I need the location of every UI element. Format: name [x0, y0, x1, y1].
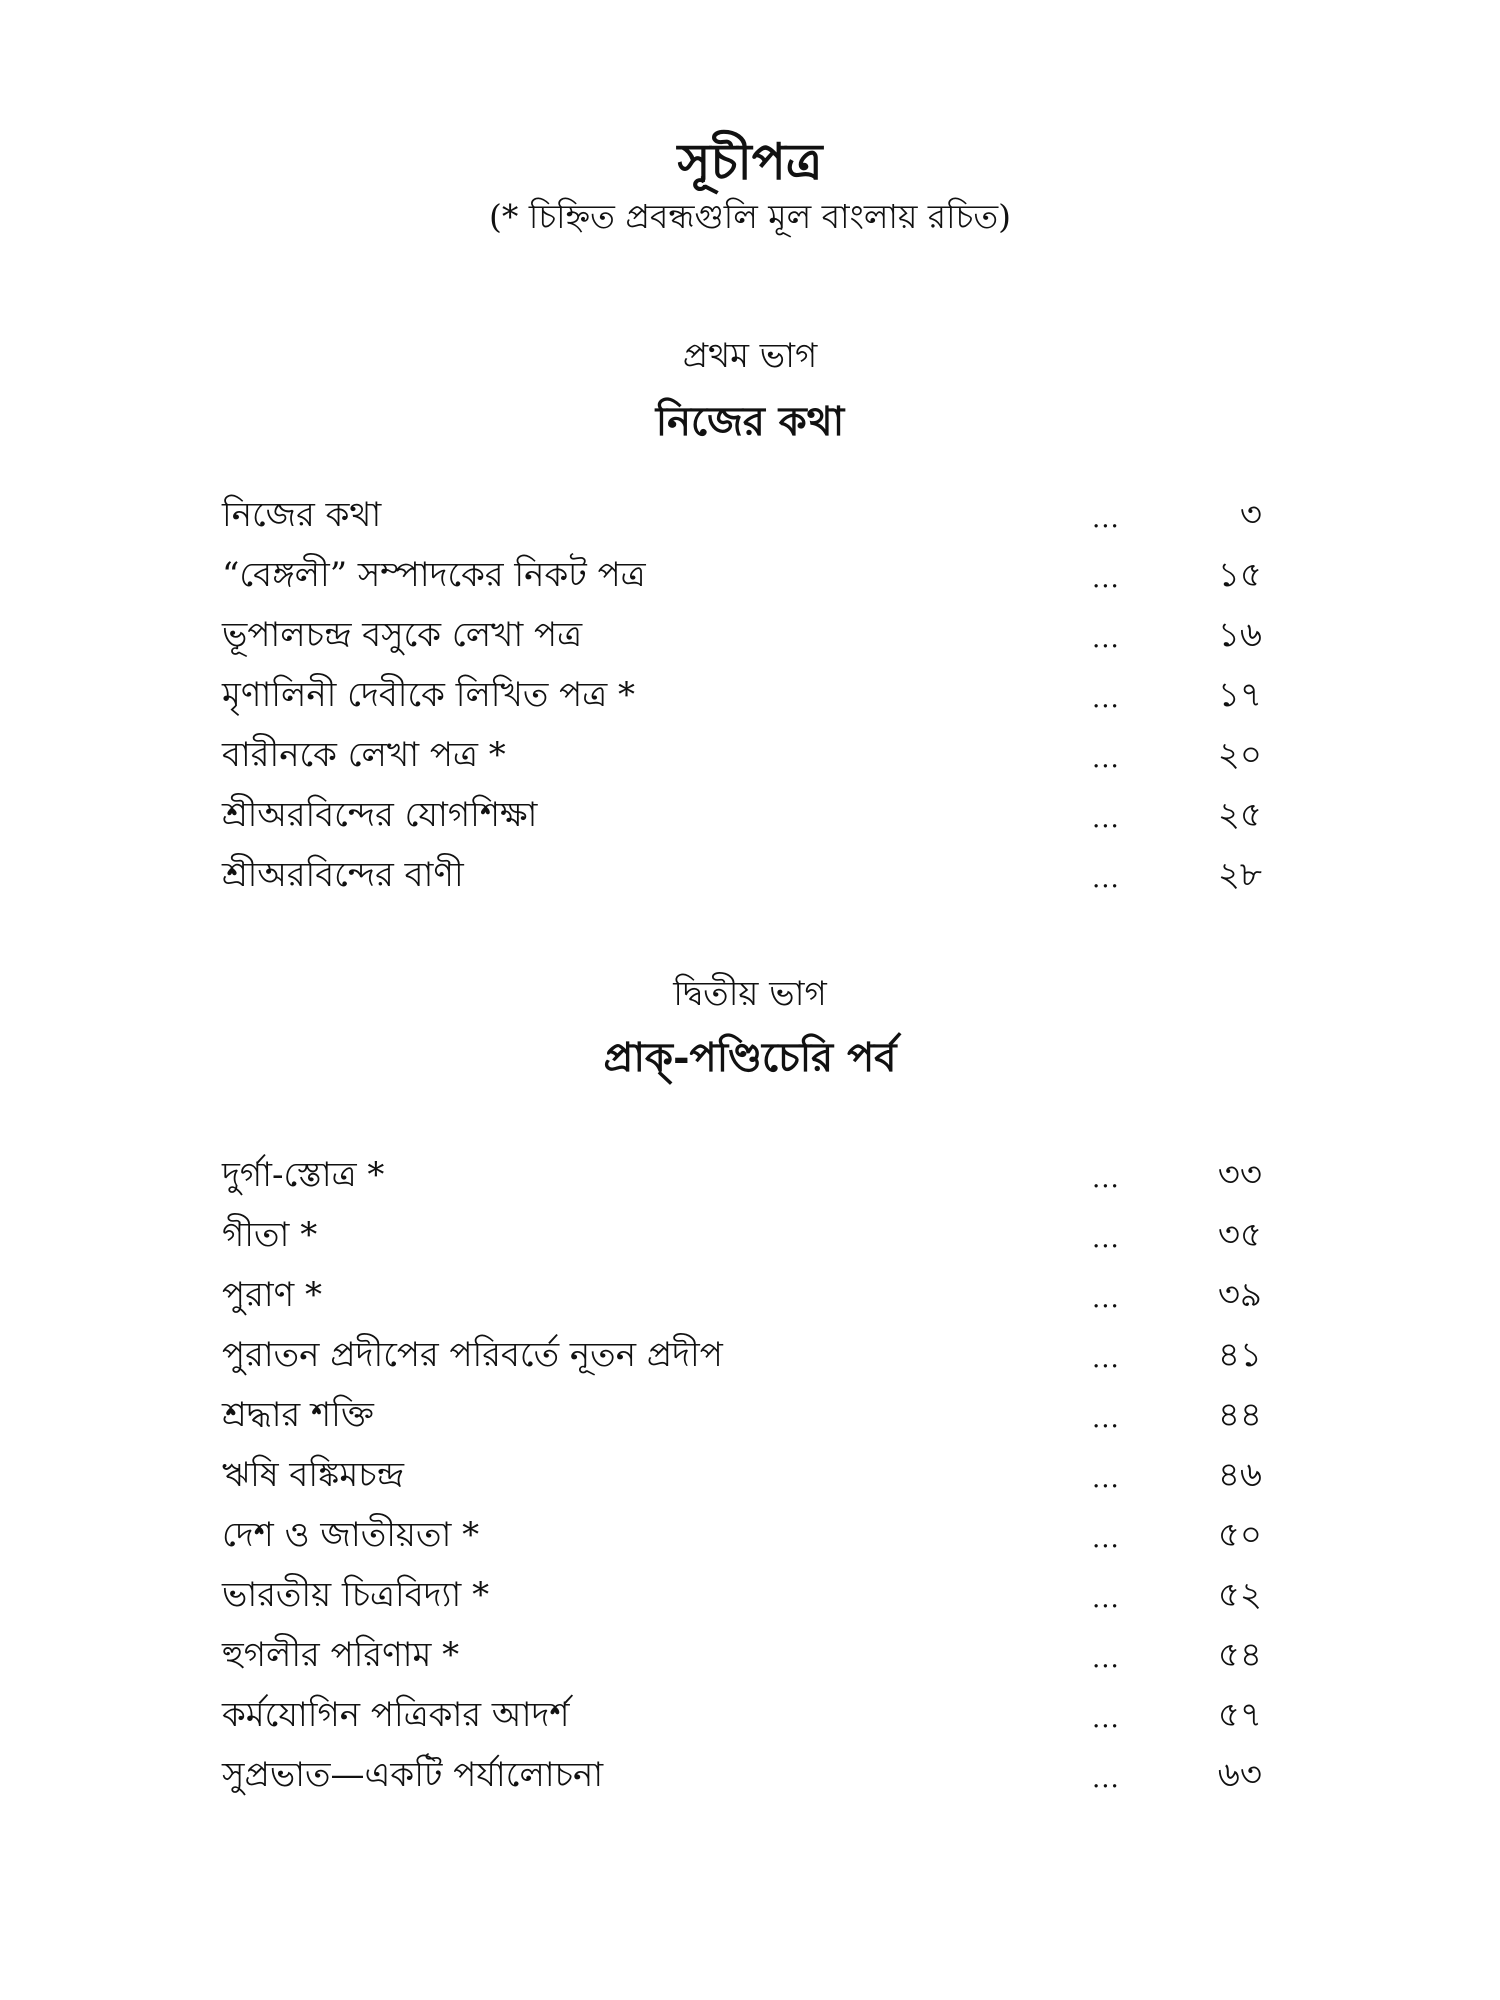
page-title: সূচীপত্র: [677, 131, 823, 191]
toc-entry-page-number: ১৫: [1217, 555, 1262, 595]
toc-entry-page-number: ১৭: [1217, 675, 1262, 715]
toc-entry-page-number: ২০: [1217, 735, 1262, 775]
toc-entry: [222, 670, 1262, 730]
toc-entry-title: শ্রীঅরবিন্দের যোগশিক্ষা: [222, 795, 538, 835]
toc-entry-page-number: ৫০: [1217, 1515, 1262, 1555]
toc-entry-title: মৃণালিনী দেবীকে লিখিত পত্র *: [222, 675, 636, 715]
toc-entry-title: দুর্গা-স্তোত্র *: [222, 1155, 385, 1195]
toc-entry: [222, 1390, 1262, 1450]
toc-entry-leader-dots: ...: [1092, 1464, 1120, 1494]
toc-entry-title: বারীনকে লেখা পত্র *: [222, 735, 506, 775]
toc-entry-leader-dots: ...: [1092, 1704, 1120, 1734]
toc-entry-page-number: ৪১: [1217, 1335, 1262, 1375]
toc-entry: [222, 1450, 1262, 1510]
toc-entry-page-number: ২৫: [1217, 795, 1262, 835]
toc-entry: [222, 850, 1262, 910]
toc-entry-page-number: ৪৬: [1217, 1455, 1262, 1495]
toc-entry: [222, 730, 1262, 790]
toc-entry-page-number: ২৮: [1217, 855, 1262, 895]
toc-entry: [222, 1750, 1262, 1810]
toc-entry: [222, 550, 1262, 610]
toc-entry-page-number: ৫২: [1217, 1575, 1262, 1615]
toc-entry: [222, 1510, 1262, 1570]
toc-entry-page-number: ৪৪: [1217, 1395, 1262, 1435]
toc-entry-title: পুরাতন প্রদীপের পরিবর্তে নূতন প্রদীপ: [222, 1335, 723, 1375]
toc-entry-leader-dots: ...: [1092, 504, 1120, 534]
part-2-label: দ্বিতীয় ভাগ: [673, 974, 827, 1014]
toc-entry: [222, 1150, 1262, 1210]
toc-entry-title: পুরাণ *: [222, 1275, 323, 1315]
toc-entry-leader-dots: ...: [1092, 1584, 1120, 1614]
footnote-note: (* চিহ্নিত প্রবন্ধগুলি মূল বাংলায় রচিত): [489, 197, 1011, 236]
toc-list-part-2: [222, 1150, 1262, 1810]
toc-entry: [222, 1570, 1262, 1630]
toc-entry-title: “বেঙ্গলী” সম্পাদকের নিকট পত্র: [222, 555, 646, 595]
toc-entry-page-number: ৩৩: [1217, 1155, 1262, 1195]
toc-entry-leader-dots: ...: [1092, 1404, 1120, 1434]
toc-entry-leader-dots: ...: [1092, 804, 1120, 834]
toc-entry-title: ঋষি বঙ্কিমচন্দ্র: [222, 1455, 405, 1495]
part-1-label: প্রথম ভাগ: [682, 336, 818, 376]
toc-entry-leader-dots: ...: [1092, 1224, 1120, 1254]
toc-entry-page-number: ৫৪: [1217, 1635, 1262, 1675]
toc-entry-page-number: ৩: [1239, 495, 1262, 535]
toc-entry-title: ভূপালচন্দ্র বসুকে লেখা পত্র: [222, 615, 583, 655]
toc-entry-leader-dots: ...: [1092, 864, 1120, 894]
toc-entry: [222, 610, 1262, 670]
toc-entry-leader-dots: ...: [1092, 684, 1120, 714]
toc-entry-leader-dots: ...: [1092, 564, 1120, 594]
toc-entry-page-number: ৩৯: [1217, 1275, 1262, 1315]
toc-entry-leader-dots: ...: [1092, 1164, 1120, 1194]
toc-entry-title: কর্মযোগিন পত্রিকার আদর্শ: [222, 1695, 570, 1735]
toc-entry-page-number: ৩৫: [1217, 1215, 1262, 1255]
toc-entry: [222, 1330, 1262, 1390]
toc-entry-title: ভারতীয় চিত্রবিদ্যা *: [222, 1575, 490, 1615]
toc-entry-title: দেশ ও জাতীয়তা *: [222, 1515, 480, 1555]
part-1-title: নিজের কথা: [655, 398, 845, 445]
toc-entry-title: হুগলীর পরিণাম *: [222, 1635, 460, 1675]
toc-entry-title: শ্রদ্ধার শক্তি: [222, 1395, 374, 1435]
toc-entry-leader-dots: ...: [1092, 744, 1120, 774]
part-2-title: প্রাক্-পণ্ডিচেরি পর্ব: [603, 1034, 897, 1081]
toc-entry: [222, 790, 1262, 850]
toc-entry-page-number: ৬৩: [1217, 1755, 1262, 1795]
toc-entry: [222, 1630, 1262, 1690]
toc-entry-title: সুপ্রভাত—একটি পর্যালোচনা: [222, 1755, 604, 1795]
toc-entry: [222, 1210, 1262, 1270]
toc-entry-page-number: ১৬: [1217, 615, 1262, 655]
toc-entry-leader-dots: ...: [1092, 624, 1120, 654]
toc-entry-leader-dots: ...: [1092, 1644, 1120, 1674]
toc-entry-leader-dots: ...: [1092, 1284, 1120, 1314]
toc-entry-leader-dots: ...: [1092, 1344, 1120, 1374]
toc-list-part-1: [222, 490, 1262, 910]
toc-entry-title: শ্রীঅরবিন্দের বাণী: [222, 855, 464, 895]
toc-entry-title: নিজের কথা: [222, 495, 382, 535]
toc-entry-leader-dots: ...: [1092, 1764, 1120, 1794]
toc-entry: [222, 490, 1262, 550]
toc-entry: [222, 1270, 1262, 1330]
toc-entry-leader-dots: ...: [1092, 1524, 1120, 1554]
toc-entry: [222, 1690, 1262, 1750]
toc-entry-title: গীতা *: [222, 1215, 318, 1255]
toc-entry-page-number: ৫৭: [1217, 1695, 1262, 1735]
